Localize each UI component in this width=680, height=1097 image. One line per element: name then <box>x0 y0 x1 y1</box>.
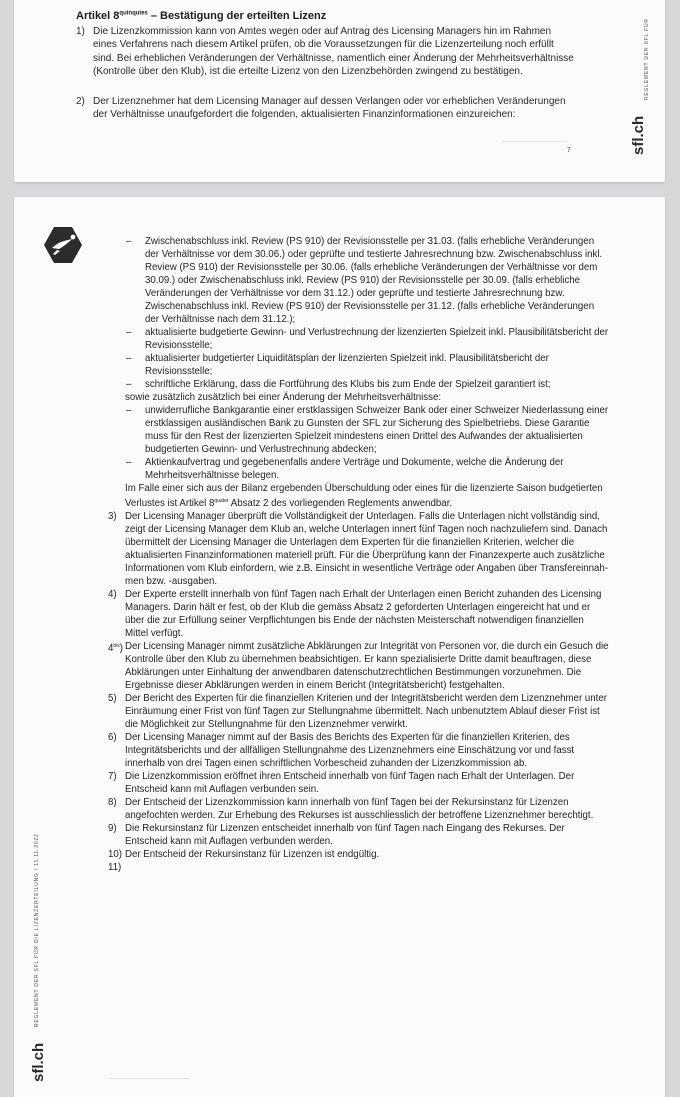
sowie-text: sowie zusätzlich zusätzlich bei einer Änderung der Mehrheitsverhältnisse: <box>125 392 442 403</box>
side-branding <box>630 0 652 160</box>
list-item <box>114 404 609 456</box>
list-item <box>114 235 609 326</box>
list-dash: – <box>126 405 132 416</box>
ueberschuldung-post: Absatz 2 des vorliegenden Reglements anwendbar. <box>228 498 453 510</box>
paragraph-number: 7) <box>108 771 117 783</box>
list-item-text: unwiderrufliche Bankgarantie einer erstklassigen Schweizer Bank oder einer Schweizer Niederlassung einer erstklassigen ausländischen Bank zu Gunsten der SFL zur Sicherung des Spielbetriebs. Diese Garantie muss für den Rest der lizenzierten Spielzeit mindestens einen Drittel des Aufwandes der aktualisierten budgetierten Gewinn- und Verlustrechnung abdecken; <box>145 405 609 455</box>
ueberschuldung-pre: Im Falle einer sich aus der Bilanz ergebenden Überschuldung oder eines für die lizenzierte Saison budgetierten Verlustes ist Artikel 8 <box>125 483 603 510</box>
numbered-paragraph <box>108 640 609 692</box>
list-dash: – <box>126 236 132 247</box>
numbered-paragraph <box>108 770 609 796</box>
paragraph-number: 6) <box>108 732 117 744</box>
list-item <box>114 378 609 391</box>
paragraph-1 <box>76 25 576 78</box>
numbered-paragraph <box>108 692 609 731</box>
article-title <box>76 10 326 22</box>
paragraph-number: 10) <box>108 849 123 861</box>
list-dash: – <box>126 379 132 390</box>
paragraph-text: Der Bericht des Experten für die finanziellen Kriterien und der Integritätsbericht werden dem Lizenznehmer unter Einräumung einer Frist von fünf Tagen zur Stellungnahme übermittelt. Nach unbenutztem Ablauf dieser Frist ist die Möglichkeit zur Stellungnahme für den Lizenznehmer verwirkt. <box>125 693 607 731</box>
numbered-paragraph <box>108 796 609 822</box>
footer-rule <box>502 141 566 142</box>
list-item <box>114 456 609 482</box>
reglement-caption: REGLEMENT DER SFL FÜR <box>644 18 650 100</box>
numbered-paragraph <box>108 510 609 588</box>
paragraph-number-base: 4 <box>108 643 114 655</box>
paragraph-text: Die Rekursinstanz für Lizenzen entscheidet innerhalb von fünf Tagen nach Eingang des Rekurses. Der Entscheid kann mit Auflagen verbunden werden. <box>125 823 565 848</box>
list-item-text: aktualisierter budgetierter Liquiditätsplan der lizenzierten Spielzeit inkl. Plausibilitätsbericht der Revisionsstelle; <box>145 353 549 377</box>
list-item-text: aktualisierte budgetierte Gewinn- und Verlustrechnung der lizenzierten Spielzeit inkl. Plausibilitätsbericht der Revisionsstelle; <box>145 327 609 351</box>
paragraph-text: Die Lizenzkommission kann von Amtes wegen oder auf Antrag des Licensing Managers hin im Rahmen eines Verfahrens nach diesem Artikel prüfen, ob die Voraussetzungen für die Lizenzerteilung noch erfüllt sind. Bei erheblichen Veränderungen der Verhältnisse, namentlich einer Änderung der Mehrheitsverhältnisse (Kontrolle über den Klub), ist die erteilte Lizenz von den Lizenzbehörden zwingend zu bestätigen. <box>93 26 574 77</box>
paragraph-text: Der Licensing Manager nimmt auf der Basis des Berichts des Experten für die finanziellen Kriterien, des Integritätsberichts und der allfälligen Stellungnahme des Lizenznehmers eine Einschätzung vor und fasst innerhalb von drei Tagen einen schriftlichen Vorbescheid zuhanden der Lizenzkommission ab. <box>125 732 575 770</box>
paragraph-text: Der Experte erstellt innerhalb von fünf Tagen nach Erhalt der Unterlagen einen Bericht zuhanden des Licensing Managers. Darin hält er fest, ob der Klub die gemäss Absatz 2 geforderten Unterlagen eingereicht hat und er über die zur Erfüllung seiner Verpflichtungen bis Ende der nächsten Meisterschaft notwendigen finanziellen Mittel verfügt. <box>125 589 602 640</box>
paragraph-text: Der Lizenznehmer hat dem Licensing Manager auf dessen Verlangen oder vor erheblichen Veränderungen der Verhältnisse unaufgefordert die folgenden, aktualisierten Finanzinformationen einzureichen: <box>93 96 566 121</box>
list-dash: – <box>126 457 132 468</box>
paragraph-number-close: ) <box>119 643 124 655</box>
reglement-caption: REGLEMENT DER SFL FÜR DIE LIZENZERTEILUNG / 11.11.2022 <box>34 833 40 1027</box>
sfl-logo-text: sfl.ch <box>30 1042 47 1082</box>
sfl-emblem-icon <box>42 225 84 265</box>
list-item-text: schriftliche Erklärung, dass die Fortführung des Klubs bis zum Ende der Spielzeit garantiert ist; <box>145 379 551 390</box>
article-title-superscript: quinquies <box>119 10 148 17</box>
list-dash: – <box>126 353 132 364</box>
paragraph-text: Der Licensing Manager überprüft die Vollständigkeit der Unterlagen. Falls die Unterlagen nicht vollständig sind, zeigt der Licensing Manager dem Klub an, welche Unterlagen innert fünf Tagen noch nachzuliefern sind. Danach übermittelt der Licensing Manager die Unterlagen dem Experten für die finanziellen Kriterien, welcher die aktualisierten Finanzinformationen materiell prüft. Für die Überprüfung kann der Finanzexperte auch zusätzliche Informationen vom Klub einfordern, wie z.B. Einsicht in wesentliche Verträge oder Angaben über Transfereinnahmen bzw. -ausgaben. <box>125 511 609 588</box>
list-item-text: Aktienkaufvertrag und gegebenenfalls andere Verträge und Dokumente, welche die Änderung der Mehrheitsverhältnisse belegen. <box>145 457 564 481</box>
paragraph-number: 11) <box>108 862 122 874</box>
article-body <box>108 235 609 874</box>
paragraph-number: 1) <box>76 26 85 37</box>
numbered-paragraph <box>108 588 609 640</box>
page-number: 7 <box>567 147 571 154</box>
paragraph-text: Der Entscheid der Lizenzkommission kann innerhalb von fünf Tagen bei der Rekursinstanz für Lizenzen angefochten werden. Zur Erhebung des Rekurses ist ausschliesslich der betroffene Lizenznehmer berechtigt. <box>125 797 594 822</box>
list-item <box>114 352 609 378</box>
document-page-top <box>14 0 665 182</box>
list-item <box>114 326 609 352</box>
paragraph-number: 3) <box>108 511 117 523</box>
paragraph-number: 5) <box>108 693 117 705</box>
paragraph-number: 4) <box>108 589 117 601</box>
article-title-prefix: Artikel 8 <box>76 10 120 22</box>
ueberschuldung-sup: quater <box>214 498 229 504</box>
numbered-paragraph <box>108 822 609 848</box>
paragraph-2 <box>76 95 576 122</box>
sfl-logo-text: sfl.ch <box>630 115 647 155</box>
paragraph-number: 9) <box>108 823 117 835</box>
paragraph-number: 8) <box>108 797 117 809</box>
list-item-text: Zwischenabschluss inkl. Review (PS 910) der Revisionsstelle per 31.03. (falls erhebliche Veränderungen der Verhältnisse vor dem 30.06.) oder geprüfte und testierte Jahresrechnung bzw. Zwischenabschluss inkl. Review (PS 910) der Revisionsstelle per 30.06. (falls erhebliche Veränderungen der Verhältnisse vor dem 30.09.) oder Zwischenabschluss inkl. Review (PS 910) der Revisionsstelle per 30.09. (falls erhebliche Veränderungen der Verhältnisse vor dem 31.12.) oder geprüfte und testierte Jahresrechnung bzw. Zwischenabschluss inkl. Review (PS 910) der Revisionsstelle per 31.12. (falls erhebliche Veränderungen der Verhältnisse nach dem 31.12.); <box>145 236 603 325</box>
footer-rule <box>109 1078 189 1079</box>
paragraph-number: 2) <box>76 96 85 107</box>
side-branding <box>30 757 50 1087</box>
paragraph-text: Der Entscheid der Rekursinstanz für Lizenzen ist endgültig. <box>125 849 380 861</box>
document-page-main <box>14 197 665 1097</box>
numbered-paragraph <box>108 848 609 861</box>
article-title-suffix: – Bestätigung der erteilten Lizenz <box>147 10 327 22</box>
ueberschuldung-text <box>114 482 609 510</box>
numbered-paragraph <box>108 731 609 770</box>
paragraph-text: Der Licensing Manager nimmt zusätzliche Abklärungen zur Integrität von Personen vor, die durch ein Gesuch die Kontrolle über den Klub zu übernehmen beabsichtigen. Er kann spezialisierte Dritte damit beauftragen, diese Abklärungen unter Einhaltung der anwendbaren datenschutzrechtlichen Bestimmungen vorzunehmen. Die Ergebnisse dieser Abklärungen werden in einem Bericht (Integritätsbericht) festgehalten. <box>125 641 609 692</box>
paragraph-text: Die Lizenzkommission eröffnet ihren Entscheid innerhalb von fünf Tagen nach Erhalt der Unterlagen. Der Entscheid kann mit Auflagen verbunden sein. <box>125 771 575 796</box>
list-dash: – <box>126 327 132 338</box>
paragraph-number-sup: bis <box>113 643 120 650</box>
paragraph-number <box>108 640 123 655</box>
